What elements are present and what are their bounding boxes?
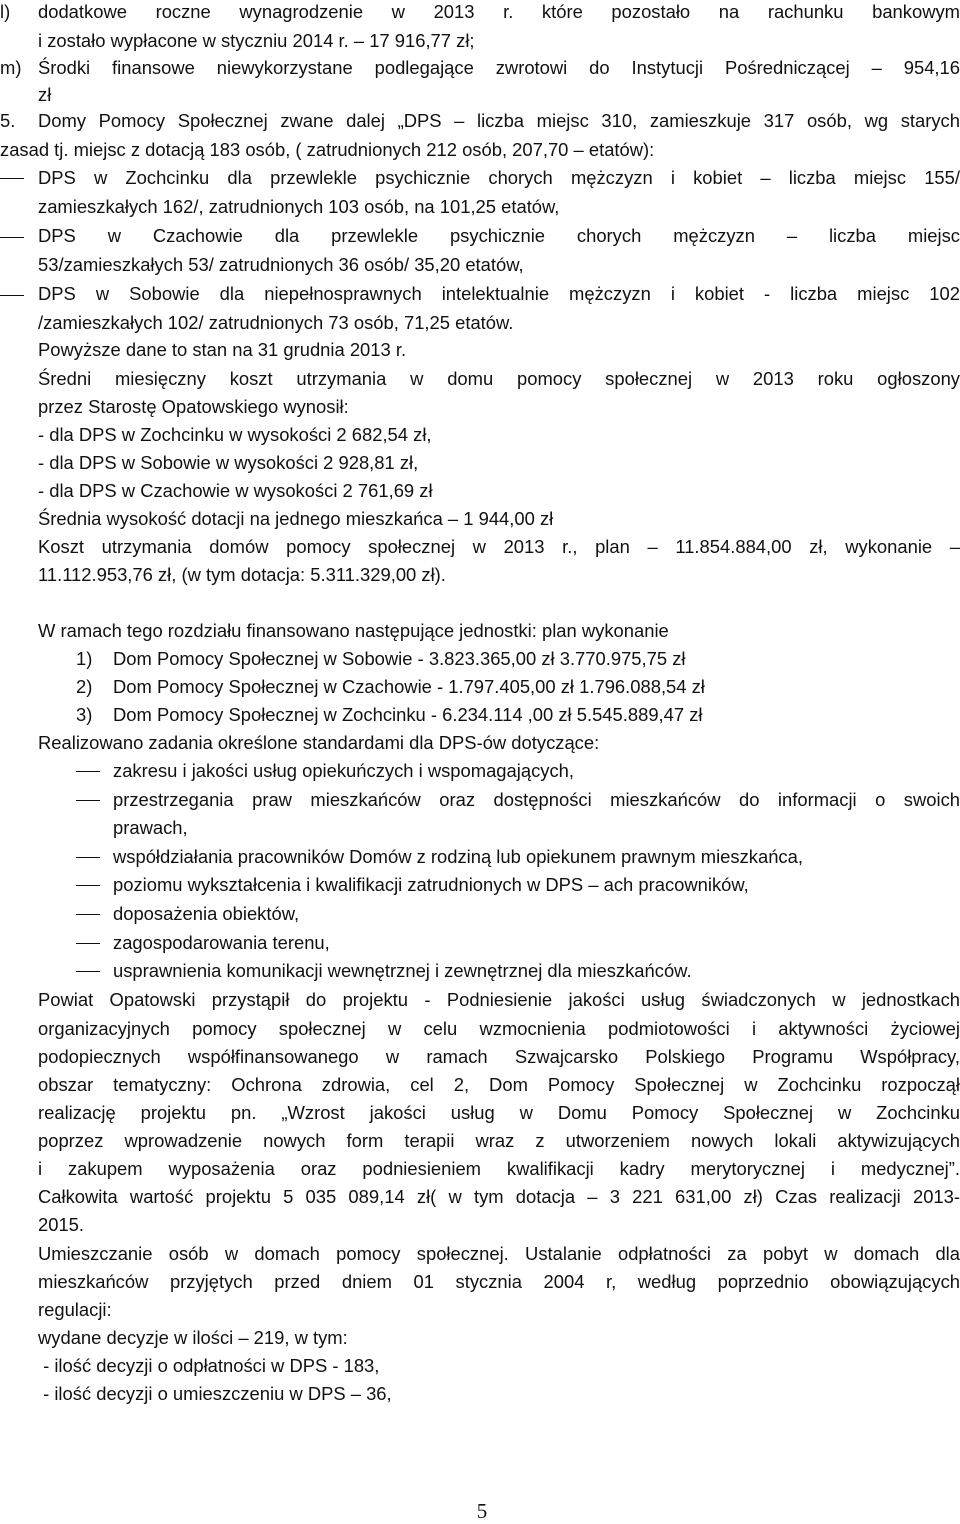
text-line: [0, 1127, 960, 1154]
text-line: [0, 1071, 960, 1098]
text-line: [0, 1240, 960, 1267]
list-marker: l): [0, 1, 11, 22]
text-line-content: poziomu wykształcenia i kwalifikacji zatrudnionych w DPS – ach pracowników,: [113, 874, 749, 895]
text-line: [0, 365, 960, 392]
text-line: [0, 1043, 960, 1070]
list-item-l: [0, 0, 960, 25]
text-line: [0, 1183, 960, 1210]
standard-item: [0, 786, 960, 813]
text-line-content: DPS w Sobowie dla niepełnosprawnych intelektualnie mężczyzn i kobiet - liczba miejsc 102: [38, 283, 960, 304]
text-line: [0, 81, 960, 108]
text-line-content: prawach,: [113, 817, 188, 838]
text-line-content: realizację projektu pn. „Wzrost jakości usług w Domu Pomocy Społecznej w Zochcinku: [38, 1102, 960, 1123]
text-line-content: Realizowano zadania określone standardami dla DPS-ów dotyczące:: [38, 732, 600, 753]
text-line: [0, 1268, 960, 1295]
text-line-content: 11.112.953,76 zł, (w tym dotacja: 5.311.329,00 zł).: [38, 564, 446, 585]
standard-item: [0, 929, 960, 956]
list-item-m: [0, 54, 960, 81]
text-line: [0, 1155, 960, 1182]
standard-item: [0, 843, 960, 870]
dps-item: [0, 164, 960, 191]
text-line-content: regulacji:: [38, 1299, 112, 1320]
text-line-content: zakresu i jakości usług opiekuńczych i wspomagających,: [113, 760, 575, 781]
text-line: [0, 986, 960, 1013]
text-line: [0, 729, 960, 756]
text-line-content: i zostało wypłacone w styczniu 2014 r. – 17 916,77 zł;: [38, 30, 475, 51]
text-line: Środki finansowe niewykorzystane podlegające zwrotowi do Instytucji Pośredniczącej – 954,16: [38, 57, 960, 78]
page-number: 5: [476, 1499, 488, 1523]
text-line-content: przez Starostę Opatowskiego wynosił:: [38, 396, 349, 417]
text-line-content: - ilość decyzji o umieszczeniu w DPS – 36,: [38, 1383, 392, 1404]
text-line: dodatkowe roczne wynagrodzenie w 2013 r. które pozostało na rachunku bankowym: [38, 1, 960, 22]
unit-item-3: [0, 701, 960, 728]
text-line: [0, 1296, 960, 1323]
text-line-content: poprzez wprowadzenie nowych form terapii wraz z utworzeniem nowych lokali aktywizujących: [38, 1130, 960, 1151]
standard-item: [0, 757, 960, 784]
text-line-content: Powyższe dane to stan na 31 grudnia 2013 r.: [38, 339, 407, 360]
list-marker: 1): [76, 648, 93, 669]
unit-item-2: [0, 673, 960, 700]
text-line: [0, 505, 960, 532]
text-line: [0, 1324, 960, 1351]
text-line-content: Dom Pomocy Społecznej w Czachowie - 1.797.405,00 zł 1.796.088,54 zł: [113, 676, 705, 697]
text-line-content: usprawnienia komunikacji wewnętrznej i zewnętrznej dla mieszkańców.: [113, 960, 692, 981]
text-line: [0, 309, 960, 336]
text-line-content: Umieszczanie osób w domach pomocy społecznej. Ustalanie odpłatności za pobyt w domach dla: [38, 1243, 960, 1264]
standard-item: [0, 957, 960, 984]
text-line: [0, 814, 960, 841]
text-line-content: Koszt utrzymania domów pomocy społecznej w 2013 r., plan – 11.854.884,00 zł, wykonanie –: [38, 536, 960, 557]
text-line: [0, 1015, 960, 1042]
list-marker: m): [0, 57, 22, 78]
text-line-content: Średnia wysokość dotacji na jednego mieszkańca – 1 944,00 zł: [38, 508, 554, 529]
dps-item: [0, 280, 960, 307]
standard-item: [0, 871, 960, 898]
text-line-content: zł: [38, 84, 52, 105]
text-line: [0, 421, 960, 448]
text-line: [0, 477, 960, 504]
text-line-content: DPS w Zochcinku dla przewlekle psychicznie chorych mężczyzn i kobiet – liczba miejsc 155/: [38, 167, 960, 188]
text-line-content: mieszkańców przyjętych przed dniem 01 stycznia 2004 r, według poprzednio obowiązujących: [38, 1271, 960, 1292]
text-line-content: Powiat Opatowski przystąpił do projektu - Podniesienie jakości usług świadczonych w jednostkach: [38, 989, 960, 1010]
text-line: [0, 533, 960, 560]
text-line-content: 2015.: [38, 1214, 85, 1235]
text-line: [0, 193, 960, 220]
text-line-content: zasad tj. miejsc z dotacją 183 osób, ( zatrudnionych 212 osób, 207,70 – etatów):: [0, 139, 655, 160]
text-line-content: organizacyjnych pomocy społecznej w celu wzmocnienia podmiotowości i aktywności życiowej: [38, 1018, 960, 1039]
text-line: [0, 449, 960, 476]
section-5: [0, 107, 960, 134]
list-marker: 2): [76, 676, 93, 697]
text-line-content: obszar tematyczny: Ochrona zdrowia, cel 2, Dom Pomocy Społecznej w Zochcinku rozpoczął: [38, 1074, 960, 1095]
text-line-content: Średni miesięczny koszt utrzymania w domu pomocy społecznej w 2013 roku ogłoszony: [38, 368, 960, 389]
text-line-content: - dla DPS w Zochcinku w wysokości 2 682,54 zł,: [38, 424, 432, 445]
text-line-content: Dom Pomocy Społecznej w Sobowie - 3.823.365,00 zł 3.770.975,75 zł: [113, 648, 686, 669]
text-line: [0, 336, 960, 363]
text-line-content: 53/zamieszkałych 53/ zatrudnionych 36 osób/ 35,20 etatów,: [38, 254, 524, 275]
text-line-content: /zamieszkałych 102/ zatrudnionych 73 osób, 71,25 etatów.: [38, 312, 514, 333]
text-line-content: i zakupem wyposażenia oraz podniesieniem kwalifikacji kadry merytorycznej i medycznej”.: [38, 1158, 960, 1179]
text-line-content: - ilość decyzji o odpłatności w DPS - 183,: [38, 1355, 380, 1376]
text-line-content: Całkowita wartość projektu 5 035 089,14 zł( w tym dotacja – 3 221 631,00 zł) Czas realizacji 2013-: [38, 1186, 960, 1207]
text-line-content: - dla DPS w Sobowie w wysokości 2 928,81 zł,: [38, 452, 419, 473]
list-marker: 3): [76, 704, 93, 725]
text-line-content: współdziałania pracowników Domów z rodziną lub opiekunem prawnym mieszkańca,: [113, 846, 803, 867]
dps-item: [0, 222, 960, 249]
text-line-content: zamieszkałych 162/, zatrudnionych 103 osób, na 101,25 etatów,: [38, 196, 560, 217]
text-line: [0, 1380, 960, 1407]
text-line: [0, 136, 960, 163]
text-line: [0, 1352, 960, 1379]
text-line: Domy Pomocy Społecznej zwane dalej „DPS – liczba miejsc 310, zamieszkuje 317 osób, wg starych: [38, 110, 960, 131]
text-line: [0, 1099, 960, 1126]
text-line-content: - dla DPS w Czachowie w wysokości 2 761,69 zł: [38, 480, 433, 501]
text-line-content: wydane decyzje w ilości – 219, w tym:: [38, 1327, 348, 1348]
text-line-content: Dom Pomocy Społecznej w Zochcinku - 6.234.114 ,00 zł 5.545.889,47 zł: [113, 704, 703, 725]
text-line-content: DPS w Czachowie dla przewlekle psychicznie chorych mężczyzn – liczba miejsc: [38, 225, 960, 246]
text-line-content: W ramach tego rozdziału finansowano następujące jednostki: plan wykonanie: [38, 620, 669, 641]
text-line-content: podopiecznych współfinansowanego w ramach Szwajcarsko Polskiego Programu Współpracy,: [38, 1046, 960, 1067]
section-number: 5.: [0, 110, 16, 131]
text-line: [0, 617, 960, 644]
text-line-content: doposażenia obiektów,: [113, 903, 300, 924]
text-line: [0, 1211, 960, 1238]
text-line: [0, 251, 960, 278]
text-line-content: przestrzegania praw mieszkańców oraz dostępności mieszkańców do informacji o swoich: [113, 789, 960, 810]
standard-item: [0, 900, 960, 927]
text-line: [0, 393, 960, 420]
text-line-content: zagospodarowania terenu,: [113, 932, 330, 953]
text-line: [0, 561, 960, 588]
text-line: [0, 27, 960, 54]
unit-item-1: [0, 645, 960, 672]
